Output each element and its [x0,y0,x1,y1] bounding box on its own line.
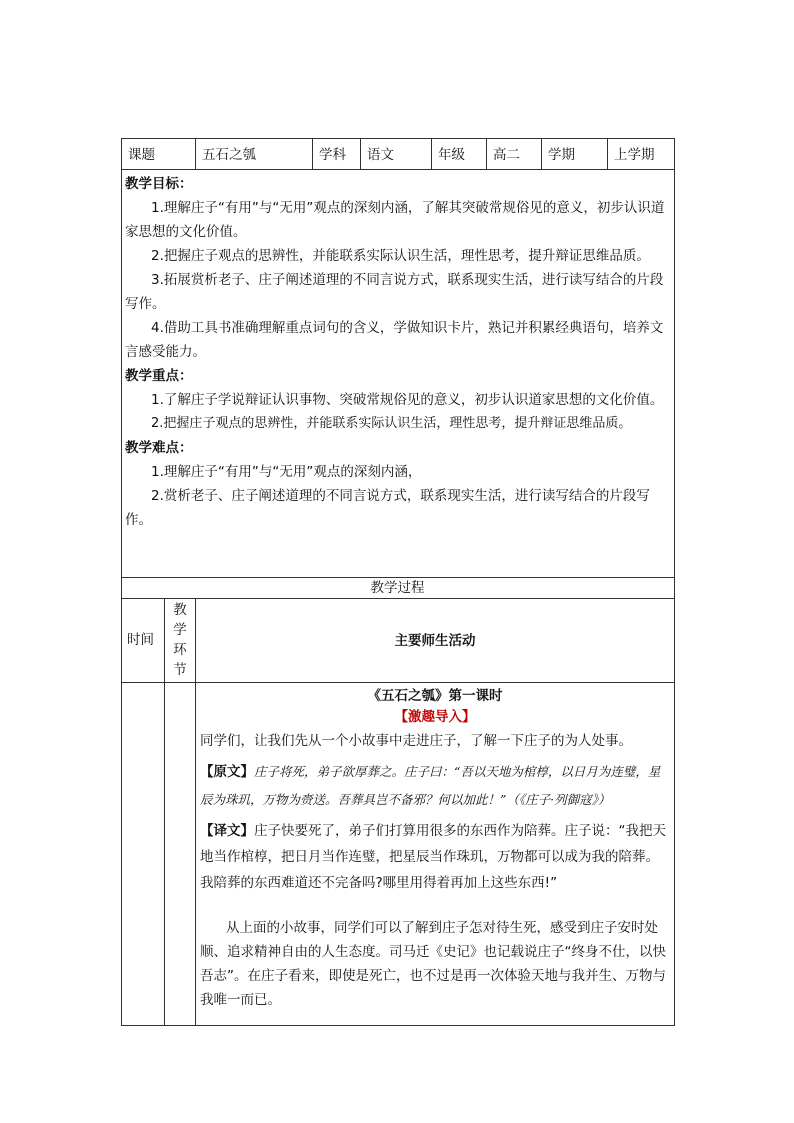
grade-value: 高二 [493,147,520,163]
grade-label: 年级 [438,147,465,163]
intro-paragraph: 同学们，让我们先从一个小故事中走进庄子，了解一下庄子的为人处事。 [200,733,632,749]
section-heading: 【激趣导入】 [394,709,476,725]
closing-paragraph: 从上面的小故事，同学们可以了解到庄子怎对待生死，感受到庄子安时处顺、追求精神自由的人生态度。司马迁《史记》也记载说庄子“终身不仕，以快吾志”。在庄子看来，即使是死亡，也不过是再一次体验天地与我并生、万物与我唯一而已。 [200,920,666,1008]
subject-value: 语文 [367,147,394,163]
term-value: 上学期 [614,147,655,163]
key-point-item: 2.把握庄子观点的思辨性，并能联系实际认识生活，理性思考，提升辩证思维品质。 [151,416,632,431]
topic-label: 课题 [128,147,155,163]
original-label: 【原文】 [200,764,254,780]
objective-item: 1.理解庄子“有用”与“无用”观点的深刻内涵，了解其突破常规俗见的意义，初步认识道家思想的文化价值。 [125,200,665,240]
original-paragraph [200,758,670,814]
col-stage-char: 教 [173,602,187,618]
col-stage-char: 节 [173,662,187,678]
translation-label: 【译文】 [200,823,254,839]
objectives-heading: 教学目标： [125,176,193,192]
translation-text: 庄子快要死了，弟子们打算用很多的东西作为陪葬。庄子说：“我把天地当作棺椁，把日月当作连璧，把星辰当作珠玑，万物都可以成为我的陪葬。我陪葬的东西难道还不完备吗?哪里用得着再加上这些东西!” [200,823,666,891]
translation-paragraph [200,818,670,896]
difficulty-item: 1.理解庄子“有用”与“无用”观点的深刻内涵， [151,464,422,480]
col-main-header: 主要师生活动 [394,633,476,649]
col-stage-char: 环 [173,642,187,658]
term-label: 学期 [548,147,575,163]
objective-item: 3.拓展赏析老子、庄子阐述道理的不同言说方式，联系现实生活，进行读写结合的片段写作。 [125,272,664,312]
key-point-item: 1.了解庄子学说辩证认识事物、突破常规俗见的意义，初步认识道家思想的文化价值。 [151,392,664,408]
col-time-header: 时间 [127,632,154,648]
objective-item: 2.把握庄子观点的思辨性，并能联系实际认识生活，理性思考，提升辩证思维品质。 [151,248,650,264]
difficulty-item: 2.赏析老子、庄子阐述道理的不同言说方式，联系现实生活，进行读写结合的片段写作。 [125,488,650,528]
original-text: 庄子将死，弟子欲厚葬之。庄子曰：“吾以天地为棺椁，以日月为连璧，星辰为珠玑，万物为赍送。吾葬具岂不备邪？何以加此！”（《庄子·列御寇》） [200,764,661,807]
subject-label: 学科 [319,147,346,163]
topic-value: 五石之瓠 [202,147,256,163]
difficulties-heading: 教学难点： [125,440,193,456]
lesson-content [200,686,670,1012]
process-title: 教学过程 [370,580,425,596]
lesson-title: 《五石之瓠》第一课时 [367,688,503,704]
key-points-heading: 教学重点： [125,368,193,384]
col-stage-char: 学 [173,622,187,638]
goals-cell [125,172,671,532]
objective-item: 4.借助工具书准确理解重点词句的含义，学做知识卡片，熟记并积累经典语句，培养文言感受能力。 [125,320,664,360]
